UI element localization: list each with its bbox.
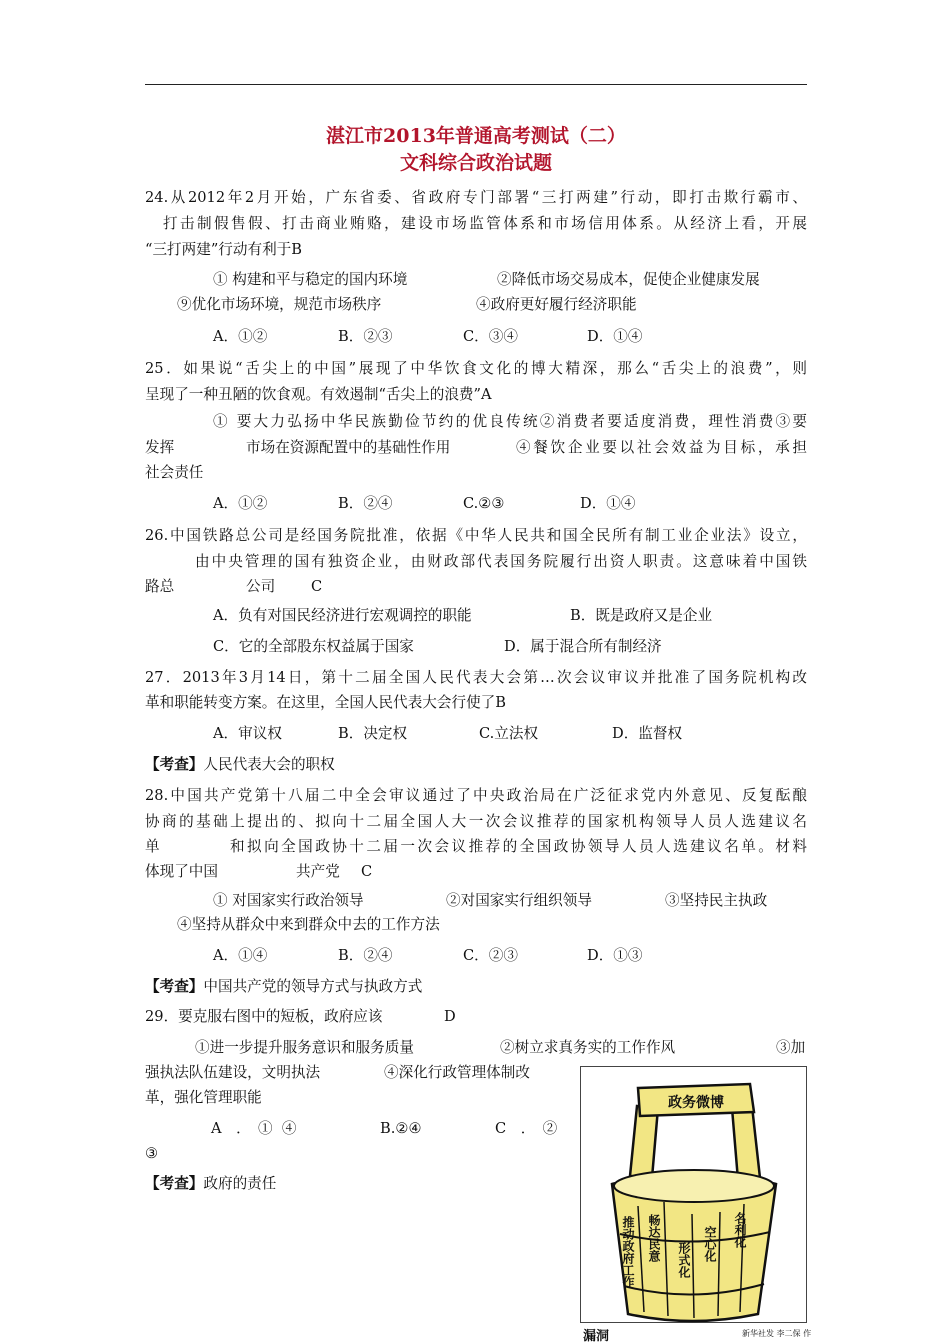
q28-note-label: 【考查】 [145,978,204,995]
q29-choice-c: C ． ② [495,1120,558,1137]
q27-note-text: 人民代表大会的职权 [203,756,335,773]
q28-stem-3b: 和拟向全国政协十二届一次会议推荐的全国政协领导人员人选建议名单。材料 [230,838,807,855]
q26-stem-1: 26.中国铁路总公司是经国务院批准，依据《中华人民共和国全民所有制工业企业法》设立， [145,527,807,544]
q29-choice-a: A ． ① ④ [211,1120,297,1137]
q24-stem-1: 24.从2012年2月开始，广东省委、省政府专门部署“三打两建”行动，即打击欺行霸市、 [145,189,807,206]
q25-stem-2: 呈现了一种丑陋的饮食观。有效遏制“舌尖上的浪费”A [145,386,492,403]
header-rule [145,84,807,85]
q25-stem-4a: 发挥 [145,439,175,456]
q28-choice-d: D．①③ [587,947,643,964]
q28-choice-c: C．②③ [463,947,518,964]
q29-choice-b: B.②④ [380,1120,422,1137]
q28-item-2: ②对国家实行组织领导 [446,892,592,909]
stave-label-3: 形式化 [677,1242,691,1278]
q28-stem-2: 协商的基础上提出的、拟向十二届全国人大一次会议推荐的国家机构领导人员人选建议名 [145,813,807,830]
q27-choice-a: A．审议权 [213,725,282,742]
stave-label-4: 空心化 [703,1226,717,1262]
q26-choice-b: B．既是政府又是企业 [570,607,713,624]
q26-choice-d: D．属于混合所有制经济 [504,638,662,655]
q25-stem-4b: 市场在资源配置中的基础性作用 [246,439,451,456]
q25-choice-c: C.②③ [463,495,505,512]
q29-note-label: 【考查】 [145,1175,204,1192]
q26-stem-2: 由中央管理的国有独资企业，由财政部代表国务院履行出资人职责。这意味着中国铁 [195,553,807,570]
q29-item-1: ①进一步提升服务意识和服务质量 [195,1039,414,1056]
q28-answer: C [361,863,373,880]
q25-stem-4c: ④餐饮企业要以社会效益为目标，承担 [516,439,807,456]
q26-stem-3a: 路总 [145,578,175,595]
q27-choice-b: B．决定权 [338,725,408,742]
q26-stem-3b: 公司 [246,578,276,595]
cartoon-caption: 漏洞 [583,1329,610,1344]
page-title: 湛江市2013年普通高考测试（二） [326,125,626,147]
q29-choice-c-cont: ③ [145,1145,159,1162]
q25-stem-1: 25．如果说“舌尖上的中国”展现了中华饮食文化的博大精深，那么“舌尖上的浪费”，则 [145,360,807,377]
q29-item-4b: 革，强化管理职能 [145,1089,262,1106]
q27-stem-1: 27．2013年3月14日，第十二届全国人民代表大会第…次会议审议并批准了国务院机构改 [145,669,807,686]
q29-item-3a: ③加 [776,1039,806,1056]
q27-stem-2: 革和职能转变方案。在这里，全国人民代表大会行使了B [145,694,506,711]
q25-stem-5: 社会责任 [145,464,204,481]
cartoon-credit: 新华社发 李二保 作 [742,1329,812,1338]
q28-stem-4a: 体现了中国 [145,863,218,880]
q29-item-3b: 强执法队伍建设，文明执法 [145,1064,321,1081]
q24-choice-b: B．②③ [338,328,393,345]
q24-item-1: ① 构建和平与稳定的国内环境 [213,271,408,288]
q28-item-4: ④坚持从群众中来到群众中去的工作方法 [177,916,440,933]
q24-choice-a: A．①② [213,328,268,345]
q26-choice-a: A．负有对国民经济进行宏观调控的职能 [213,607,472,624]
q24-choice-c: C．③④ [463,328,518,345]
page-subtitle: 文科综合政治试题 [399,152,552,174]
bucket-cartoon [580,1066,807,1344]
q25-choice-d: D．①④ [580,495,636,512]
q24-stem-2: 打击制假售假、打击商业贿赂，建设市场监管体系和市场信用体系。从经济上看，开展 [163,215,807,232]
q27-note [145,755,335,775]
stave-label-2: 畅达民意 [647,1214,661,1262]
q25-item-1: ① 要大力弘扬中华民族勤俭节约的优良传统②消费者要适度消费，理性消费③要 [213,413,807,430]
q24-stem-3: “三打两建”行动有利于B [145,241,302,258]
stave-label-5: 名利化 [733,1212,747,1248]
q28-note [145,977,422,997]
q24-item-2: ②降低市场交易成本，促使企业健康发展 [497,271,760,288]
q25-choice-b: B．②④ [338,495,393,512]
q29-note [145,1174,276,1194]
q29-note-text: 政府的责任 [203,1175,277,1192]
q28-note-text: 中国共产党的领导方式与执政方式 [203,978,423,995]
q28-item-1: ① 对国家实行政治领导 [213,892,364,909]
q29-item-2: ②树立求真务实的工作作风 [500,1039,676,1056]
q29-stem-1: 29．要克服右图中的短板，政府应该 [145,1008,383,1025]
q28-stem-3a: 单 [145,838,160,855]
q27-choice-c: C.立法权 [479,725,539,742]
q24-choice-d: D．①④ [587,328,643,345]
q26-answer: C [311,578,323,595]
stave-label-1: 推动政府工作 [621,1216,635,1288]
q25-choice-a: A．①② [213,495,268,512]
q29-answer: D [444,1008,456,1025]
q28-item-3: ③坚持民主执政 [665,892,768,909]
q28-stem-4b: 共产党 [296,863,340,880]
q27-note-label: 【考查】 [145,756,204,773]
q28-stem-1: 28.中国共产党第十八届二中全会审议通过了中央政治局在广泛征求党内外意见、反复酝酿 [145,787,807,804]
q24-item-4: ④政府更好履行经济职能 [476,296,637,313]
q26-choice-c: C．它的全部股东权益属于国家 [213,638,414,655]
q29-item-4a: ④深化行政管理体制改 [384,1064,530,1081]
cartoon-sign: 政务微博 [668,1095,724,1111]
q24-item-3: ⑨优化市场环境，规范市场秩序 [177,296,382,313]
q28-choice-a: A．①④ [213,947,268,964]
q27-choice-d: D．监督权 [612,725,683,742]
q28-choice-b: B．②④ [338,947,393,964]
